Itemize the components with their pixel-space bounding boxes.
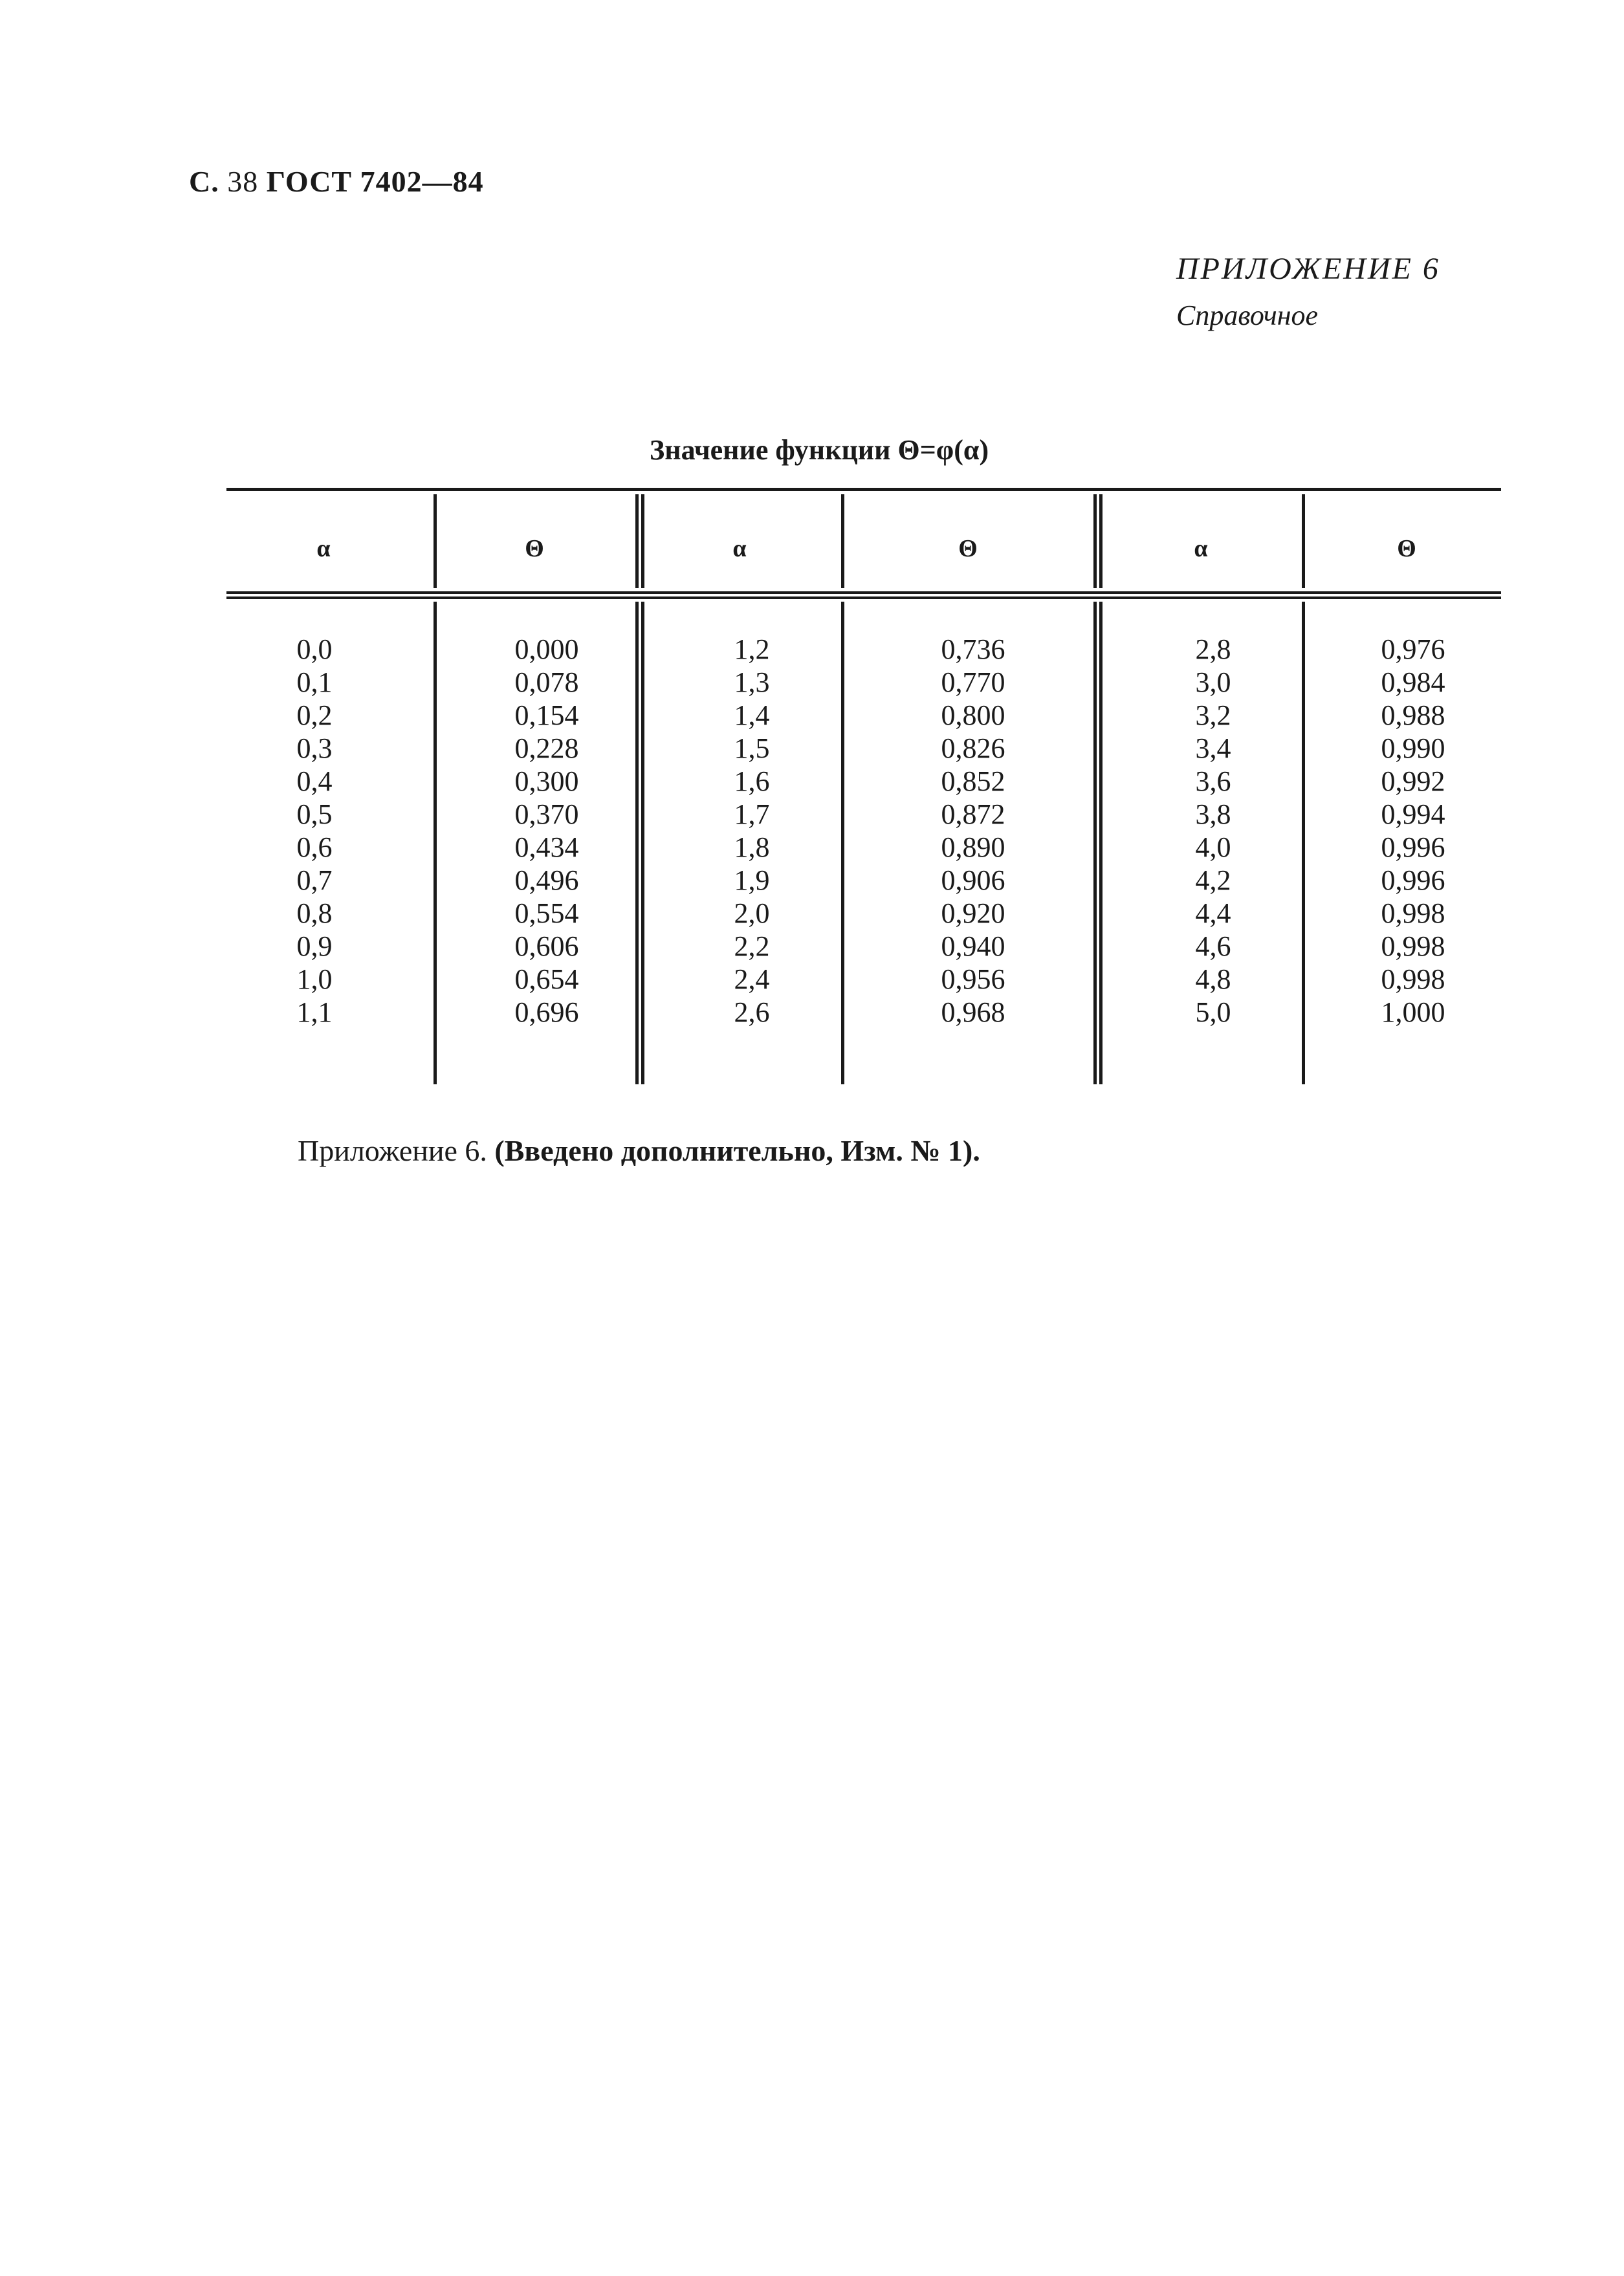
table-cell: 0,998 — [1381, 930, 1445, 962]
table-cell: 1,3 — [734, 666, 770, 698]
table-cell: 0,654 — [514, 963, 579, 995]
column-header-theta-2: Θ — [958, 535, 978, 562]
table-cell: 0,968 — [941, 996, 1005, 1028]
column-divider — [1302, 602, 1305, 1084]
appendix-subtitle: Справочное — [1176, 300, 1319, 331]
table-cell: 2,2 — [734, 930, 770, 962]
table-cell: 2,0 — [734, 897, 770, 929]
table-cell: 0,984 — [1381, 666, 1445, 698]
column-alpha-1 — [230, 633, 399, 1029]
table-cell: 1,000 — [1381, 996, 1445, 1028]
table-cell: 0,154 — [514, 699, 579, 731]
column-divider — [841, 602, 844, 1084]
table-cell: 0,990 — [1381, 732, 1445, 764]
table-cell: 4,6 — [1195, 930, 1231, 962]
table-cell: 0,956 — [941, 963, 1005, 995]
column-divider-double — [635, 494, 639, 588]
table-cell: 0,8 — [296, 897, 333, 929]
table-cell: 1,7 — [734, 798, 770, 830]
column-divider — [433, 602, 437, 1084]
column-header-alpha-1: α — [316, 535, 331, 562]
column-divider-double — [641, 494, 644, 588]
appendix-title: ПРИЛОЖЕНИЕ 6 — [1176, 252, 1440, 286]
footnote — [298, 1133, 980, 1168]
column-divider-double — [1099, 494, 1103, 588]
table-cell: 0,976 — [1381, 633, 1445, 665]
table-header-rule-1 — [226, 591, 1501, 594]
table-cell: 0,4 — [296, 765, 333, 797]
table-cell: 1,2 — [734, 633, 770, 665]
table-cell: 4,8 — [1195, 963, 1231, 995]
table-cell: 2,6 — [734, 996, 770, 1028]
table-cell: 0,992 — [1381, 765, 1445, 797]
table-cell: 0,370 — [514, 798, 579, 830]
table-cell: 1,8 — [734, 831, 770, 863]
page-number: 38 — [227, 165, 259, 198]
table-cell: 0,994 — [1381, 798, 1445, 830]
table-cell: 0,906 — [941, 864, 1005, 896]
table-cell: 1,1 — [296, 996, 333, 1028]
table-cell: 1,0 — [296, 963, 333, 995]
table-cell: 2,4 — [734, 963, 770, 995]
page-prefix: С. — [189, 165, 219, 198]
column-theta-1 — [463, 633, 631, 1029]
table-cell: 1,5 — [734, 732, 770, 764]
table-cell: 4,2 — [1195, 864, 1231, 896]
table-cell: 0,434 — [514, 831, 579, 863]
table-cell: 0,988 — [1381, 699, 1445, 731]
table-cell: 0,496 — [514, 864, 579, 896]
page-header — [189, 164, 484, 199]
table-cell: 0,696 — [514, 996, 579, 1028]
table-cell: 0,000 — [514, 633, 579, 665]
table-header-rule-2 — [226, 596, 1501, 599]
table-cell: 0,998 — [1381, 963, 1445, 995]
table-cell: 3,4 — [1195, 732, 1231, 764]
table-cell: 0,9 — [296, 930, 333, 962]
table-cell: 0,554 — [514, 897, 579, 929]
table-cell: 0,996 — [1381, 864, 1445, 896]
column-theta-3 — [1329, 633, 1497, 1029]
column-divider — [433, 494, 437, 588]
table-cell: 0,890 — [941, 831, 1005, 863]
table-cell: 0,1 — [296, 666, 333, 698]
standard-code: ГОСТ 7402—84 — [266, 165, 484, 198]
table-cell: 0,300 — [514, 765, 579, 797]
table-cell: 0,0 — [296, 633, 333, 665]
column-alpha-3 — [1129, 633, 1297, 1029]
column-divider-double — [1099, 602, 1103, 1084]
column-divider — [1302, 494, 1305, 588]
table-cell: 0,920 — [941, 897, 1005, 929]
table-cell: 3,8 — [1195, 798, 1231, 830]
table-top-rule — [226, 488, 1501, 491]
column-header-alpha-3: α — [1194, 535, 1208, 562]
table-cell: 0,078 — [514, 666, 579, 698]
table-cell: 0,228 — [514, 732, 579, 764]
column-theta-2 — [889, 633, 1057, 1029]
table-cell: 0,736 — [941, 633, 1005, 665]
table-cell: 0,6 — [296, 831, 333, 863]
table-cell: 0,606 — [514, 930, 579, 962]
column-divider-double — [1093, 602, 1097, 1084]
table-cell: 1,4 — [734, 699, 770, 731]
table-cell: 0,5 — [296, 798, 333, 830]
table-cell: 1,9 — [734, 864, 770, 896]
table-cell: 0,770 — [941, 666, 1005, 698]
table-cell: 0,996 — [1381, 831, 1445, 863]
table-cell: 3,0 — [1195, 666, 1231, 698]
column-header-alpha-2: α — [732, 535, 747, 562]
table-caption: Значение функции Θ=φ(α) — [650, 434, 989, 466]
column-divider-double — [635, 602, 639, 1084]
column-divider-double — [641, 602, 644, 1084]
table-cell: 0,826 — [941, 732, 1005, 764]
column-divider-double — [1093, 494, 1097, 588]
table-cell: 4,0 — [1195, 831, 1231, 863]
table-cell: 0,852 — [941, 765, 1005, 797]
column-divider — [841, 494, 844, 588]
table-cell: 3,6 — [1195, 765, 1231, 797]
table-cell: 0,872 — [941, 798, 1005, 830]
column-alpha-2 — [668, 633, 836, 1029]
table-cell: 0,998 — [1381, 897, 1445, 929]
table-cell: 0,940 — [941, 930, 1005, 962]
table-cell: 3,2 — [1195, 699, 1231, 731]
table-cell: 2,8 — [1195, 633, 1231, 665]
table-cell: 0,3 — [296, 732, 333, 764]
table-cell: 0,2 — [296, 699, 333, 731]
table-cell: 0,800 — [941, 699, 1005, 731]
table-cell: 1,6 — [734, 765, 770, 797]
column-header-theta-3: Θ — [1397, 535, 1416, 562]
footnote-lead: Приложение 6. — [298, 1134, 487, 1167]
table-cell: 5,0 — [1195, 996, 1231, 1028]
table-cell: 4,4 — [1195, 897, 1231, 929]
column-header-theta-1: Θ — [525, 535, 544, 562]
table-cell: 0,7 — [296, 864, 333, 896]
footnote-note: (Введено дополнительно, Изм. № 1). — [494, 1134, 980, 1167]
